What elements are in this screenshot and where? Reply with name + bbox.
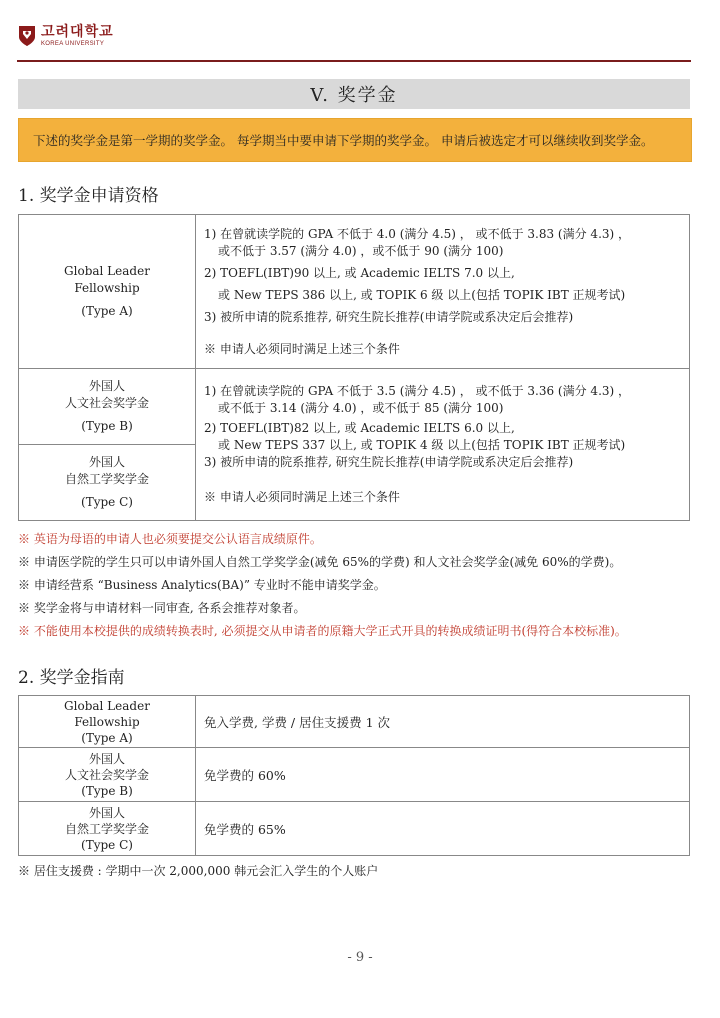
- logo-korean-name: 고려대학교: [41, 24, 114, 40]
- korea-university-logo: [17, 25, 114, 47]
- requirement-recommendation: 3) 被所申请的院系推荐, 研究生院长推荐(申请学院或系决定后会推荐): [204, 455, 574, 469]
- notice-box: [18, 118, 692, 162]
- scholarship-guide-table: [18, 695, 690, 856]
- table-row: [19, 802, 690, 856]
- requirements-type-a: [196, 215, 690, 369]
- type-label: (Type C): [81, 495, 133, 509]
- notice-text: 下述的奖学金是第一学期的奖学金。 每学期当中要申请下学期的奖学金。 申请后被选定才可以继续收到奖学金。: [33, 133, 654, 148]
- name-line: Global Leader: [64, 264, 150, 278]
- note-item: ※ 英语为母语的申请人也必须要提交公认语言成绩原件。: [18, 532, 322, 546]
- name-line: 外国人: [88, 805, 125, 820]
- page-number: - 9 -: [347, 950, 373, 965]
- table-row: [19, 215, 690, 369]
- benefit-type-b: 免学费的 60%: [196, 748, 690, 802]
- requirement-gpa: 1) 在曾就读学院的 GPA 不低于 3.5 (满分 4.5) ， 或不低于 3.36 (满分 4.3) ，: [204, 384, 631, 398]
- requirement-gpa-cont: 或不低于 3.57 (满分 4.0) ，或不低于 90 (满分 100): [218, 243, 504, 258]
- scholarship-name-type-c: [19, 445, 196, 521]
- eligibility-table: [18, 214, 690, 521]
- requirement-gpa: 1) 在曾就读学院的 GPA 不低于 4.0 (满分 4.5) ， 或不低于 3.83 (满分 4.3) ，: [204, 226, 631, 241]
- requirement-note: ※ 申请人必须同时满足上述三个条件: [204, 341, 400, 356]
- table-row: [19, 696, 690, 748]
- guide-name-type-c: [19, 802, 196, 856]
- note-item: ※ 申请医学院的学生只可以申请外国人自然工学奖学金(减免 65%的学费) 和人文社会奖学金(减免 60%的学费)。: [18, 555, 622, 569]
- type-label: (Type C): [81, 837, 133, 852]
- section-2-heading: 2. 奖学金指南: [18, 668, 125, 688]
- name-line: 外国人: [88, 455, 125, 469]
- name-line: Fellowship: [74, 714, 140, 729]
- name-line: 自然工学奖学金: [64, 472, 149, 486]
- name-line: 自然工学奖学金: [64, 821, 149, 836]
- requirements-type-bc: [196, 369, 690, 521]
- logo-english-name: KOREA UNIVERSITY: [41, 41, 105, 47]
- name-line: 人文社会奖学金: [64, 767, 149, 782]
- scholarship-name-type-b: [19, 369, 196, 445]
- header-divider: [17, 60, 691, 62]
- requirement-note: ※ 申请人必须同时满足上述三个条件: [204, 490, 400, 504]
- section-1-heading: 1. 奖学金申请资格: [18, 186, 159, 206]
- name-line: Fellowship: [74, 281, 140, 295]
- residence-support-note: ※ 居住支援费 : 学期中一次 2,000,000 韩元会汇入学生的个人账户: [18, 864, 379, 878]
- requirement-recommendation: 3) 被所申请的院系推荐, 研究生院长推荐(申请学院或系决定后会推荐): [204, 309, 574, 324]
- table-row: [19, 369, 690, 445]
- note-item: ※ 奖学金将与申请材料一同审查, 各系会推荐对象者。: [18, 601, 306, 615]
- page-title: V. 奖学金: [18, 79, 690, 109]
- benefit-type-a: 免入学费, 学费 / 居住支援费 1 次: [196, 696, 690, 748]
- scholarship-name-type-a: [19, 215, 196, 369]
- notes-list: [18, 528, 627, 643]
- type-label: (Type B): [81, 419, 133, 433]
- name-line: 外国人: [88, 379, 125, 393]
- benefit-type-c: 免学费的 65%: [196, 802, 690, 856]
- type-label: (Type A): [81, 304, 133, 318]
- note-item: ※ 申请经营系 “Business Analytics(BA)” 专业时不能申请奖学金。: [18, 578, 386, 592]
- university-crest-icon: [17, 25, 37, 47]
- name-line: 外国人: [88, 751, 125, 766]
- table-row: [19, 748, 690, 802]
- requirement-language-cont: 或 New TEPS 386 以上, 或 TOPIK 6 级 以上(包括 TOPIK IBT 正规考试): [218, 287, 626, 302]
- type-label: (Type A): [81, 730, 133, 745]
- guide-name-type-b: [19, 748, 196, 802]
- guide-name-type-a: [19, 696, 196, 748]
- name-line: Global Leader: [64, 698, 150, 713]
- requirement-language: 2) TOEFL(IBT)82 以上, 或 Academic IELTS 6.0 以上,: [204, 421, 515, 435]
- note-item: ※ 不能使用本校提供的成绩转换表时, 必须提交从申请者的原籍大学正式开具的转换成绩证明书(得符合本校标准)。: [18, 624, 627, 638]
- requirement-gpa-cont: 或不低于 3.14 (满分 4.0) ，或不低于 85 (满分 100): [218, 401, 504, 415]
- requirement-language-cont: 或 New TEPS 337 以上, 或 TOPIK 4 级 以上(包括 TOPIK IBT 正规考试): [218, 438, 626, 452]
- type-label: (Type B): [81, 783, 133, 798]
- requirement-language: 2) TOEFL(IBT)90 以上, 或 Academic IELTS 7.0 以上,: [204, 265, 515, 280]
- name-line: 人文社会奖学金: [64, 396, 149, 410]
